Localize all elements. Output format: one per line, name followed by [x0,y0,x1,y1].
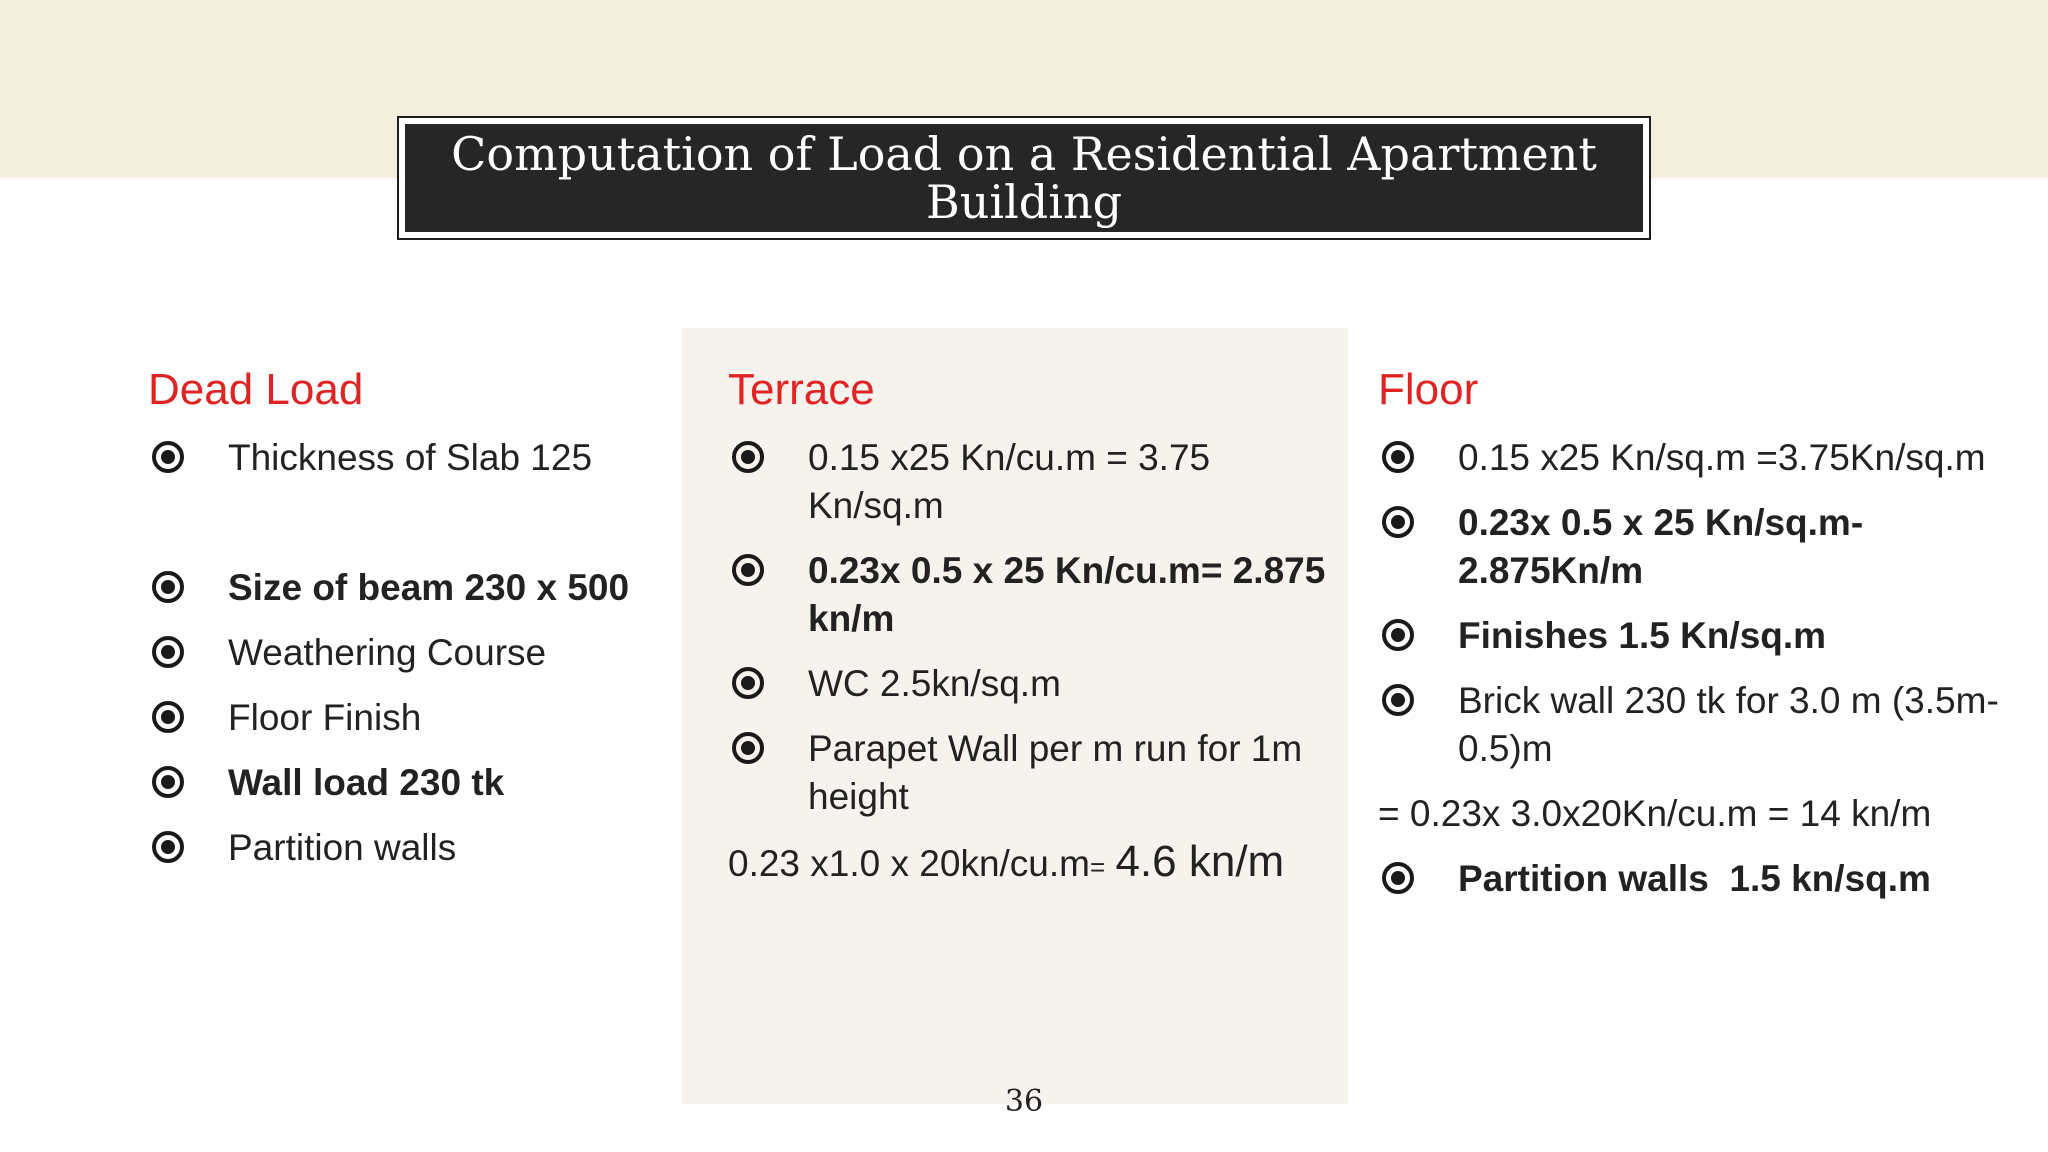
floor-list-continued [1378,855,2018,903]
item-text: 0.15 x25 Kn/sq.m =3.75Kn/sq.m [1458,437,1986,478]
list-item [728,434,1328,530]
slide-title: Computation of Load on a Residential Apartment Building [405,124,1643,232]
bullet-icon [1382,684,1414,716]
list-item [148,824,668,872]
bullet-icon [1382,441,1414,473]
item-text: Partition walls [228,827,457,868]
bullet-icon [152,441,184,473]
bullet-icon [152,636,184,668]
list-item [1378,499,2018,595]
list-item [1378,677,2018,773]
item-text: 0.23x 0.5 x 25 Kn/sq.m- 2.875Kn/m [1458,502,1864,591]
bullet-icon [732,667,764,699]
item-text: Partition walls 1.5 kn/sq.m [1458,858,1931,899]
page-number: 36 [1004,1084,1044,1119]
floor-column [1378,360,2018,920]
list-item [728,725,1328,821]
bullet-icon [732,441,764,473]
bullet-icon [152,831,184,863]
bullet-icon [152,766,184,798]
dead-load-column [148,360,668,889]
list-item [728,547,1328,643]
terrace-list [728,434,1328,821]
item-text: Size of beam 230 x 500 [228,567,630,608]
bullet-icon [732,732,764,764]
formula-equals: = [1089,852,1106,882]
bullet-icon [152,571,184,603]
item-text: 0.23x 0.5 x 25 Kn/cu.m= 2.875 kn/m [808,550,1326,639]
item-text: Wall load 230 tk [228,762,505,803]
list-item [1378,612,2018,660]
item-text: 0.15 x25 Kn/cu.m = 3.75 Kn/sq.m [808,437,1211,526]
list-item [1378,855,2018,903]
formula-main: 0.23 x1.0 x 20kn/cu.m [728,843,1090,884]
dead-load-heading: Dead Load [148,365,364,414]
item-text: Weathering Course [228,632,547,673]
item-text: Parapet Wall per m run for 1m height [808,728,1303,817]
list-item [148,434,668,482]
list-item [148,694,668,742]
bullet-icon [1382,619,1414,651]
bullet-icon [152,701,184,733]
dead-load-list [148,434,668,872]
bullet-icon [1382,862,1414,894]
list-item [148,564,668,612]
terrace-parapet-formula [728,838,1328,891]
list-item [1378,434,2018,482]
item-text: WC 2.5kn/sq.m [808,663,1061,704]
terrace-column [728,360,1328,908]
floor-list [1378,434,2018,773]
terrace-heading: Terrace [728,365,875,414]
item-text: Finishes 1.5 Kn/sq.m [1458,615,1827,656]
title-frame [397,116,1651,240]
list-item [148,629,668,677]
item-text: Thickness of Slab 125 [228,437,593,478]
floor-heading: Floor [1378,365,1479,414]
list-item [148,759,668,807]
item-text: Floor Finish [228,697,422,738]
item-text: Brick wall 230 tk for 3.0 m (3.5m-0.5)m [1458,680,1999,769]
list-item [728,660,1328,708]
bullet-icon [1382,506,1414,538]
bullet-icon [732,554,764,586]
floor-wall-formula: = 0.23x 3.0x20Kn/cu.m = 14 kn/m [1378,793,1932,834]
formula-result: 4.6 kn/m [1115,837,1285,886]
